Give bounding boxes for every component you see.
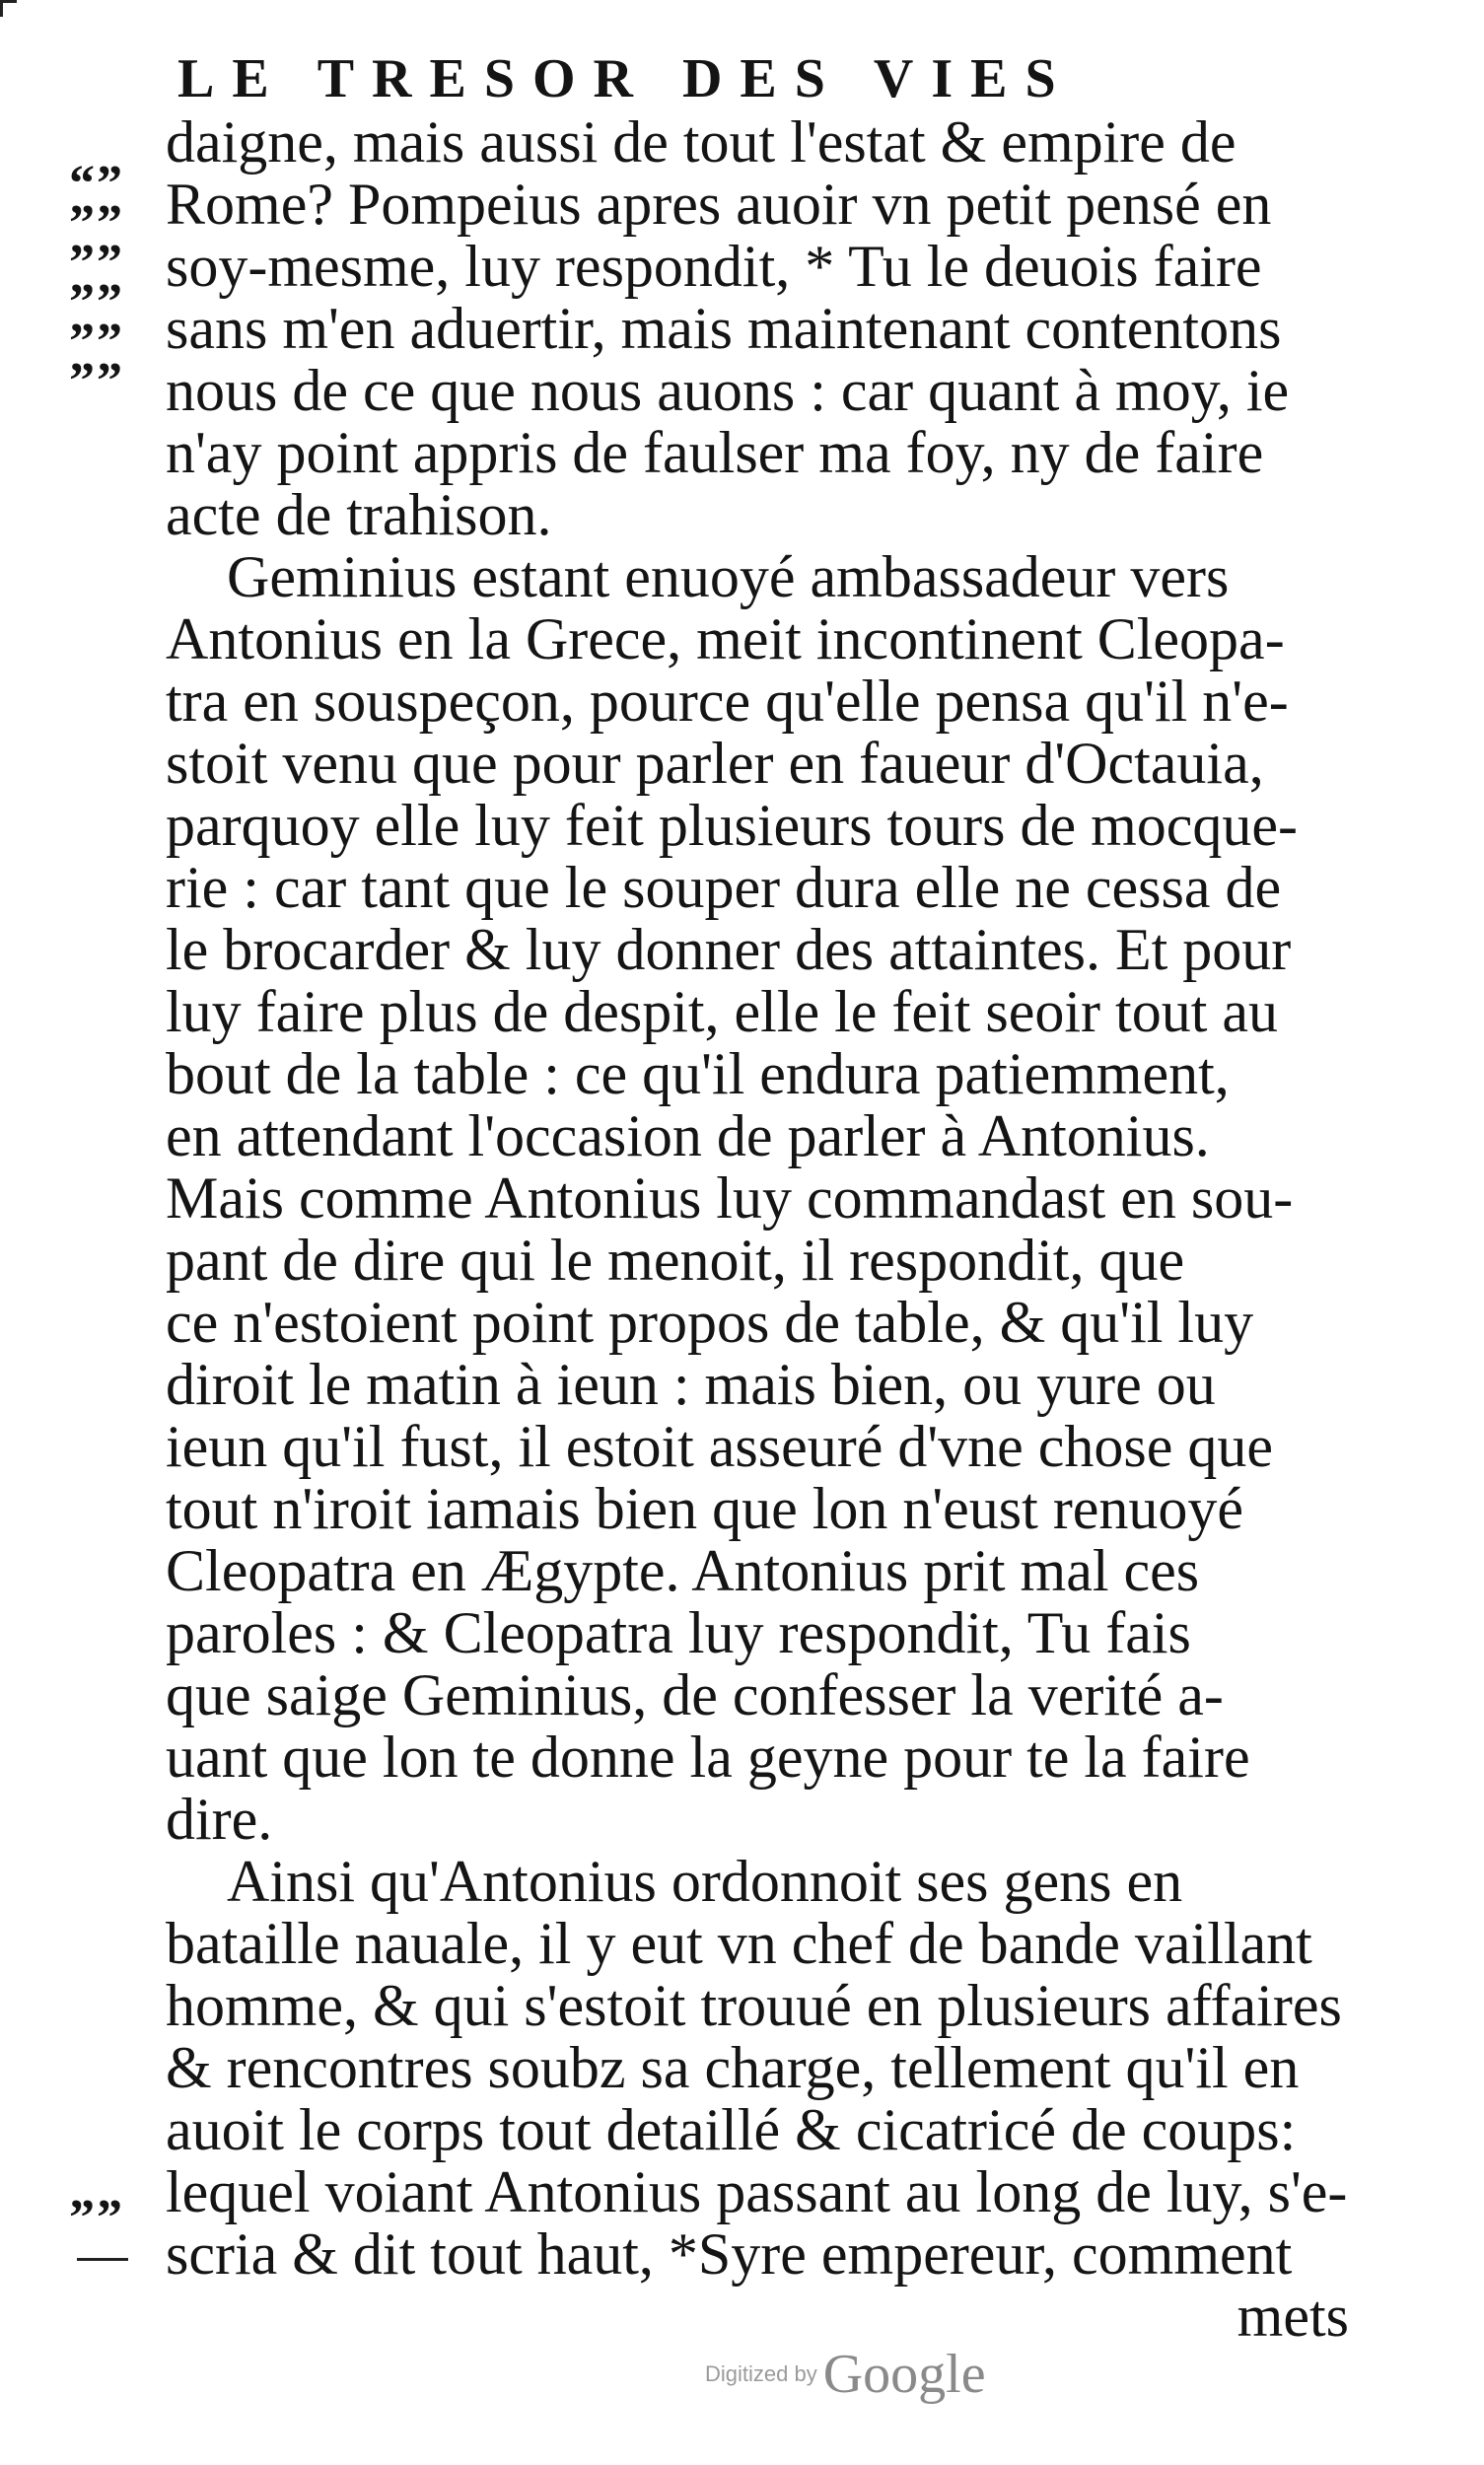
catchword: mets [1237,2284,1349,2349]
text-line: bout de la table : ce qu'il endura patiemment, [166,1041,1230,1106]
text-line: nous de ce que nous auons : car quant à moy, ie [166,358,1290,423]
text-line: uant que lon te donne la geyne pour te la faire [166,1725,1250,1790]
margin-quote-mark: ”” [69,314,124,370]
text-line: scria & dit tout haut, *Syre empereur, comment [166,2221,1293,2287]
paragraph-start-line: Geminius estant enuoyé ambassadeur vers [227,544,1230,609]
margin-quote-mark: ”” [69,353,124,409]
text-line: ce n'estoient point propos de table, & qu'il luy [166,1290,1254,1355]
text-line: Mais comme Antonius luy commandast en sou- [166,1165,1294,1231]
text-line: n'ay point appris de faulser ma foy, ny de faire [166,420,1264,485]
text-line: ieun qu'il fust, il estoit asseuré d'vne chose que [166,1414,1274,1479]
text-line: & rencontres soubz sa charge, tellement qu'il en [166,2035,1300,2100]
text-line: paroles : & Cleopatra luy respondit, Tu fais [166,1600,1191,1665]
text-line: en attendant l'occasion de parler à Antonius. [166,1103,1210,1168]
text-line: bataille nauale, il y eut vn chef de bande vaillant [166,1911,1312,1976]
margin-quote-mark: ”” [69,235,124,291]
margin-quote-mark: ”” [69,2190,124,2246]
text-line: acte de trahison. [166,482,552,547]
text-line: sans m'en aduertir, mais maintenant contentons [166,296,1282,361]
text-line: Antonius en la Grece, meit incontinent Cleopa- [166,606,1285,671]
text-line: dire. [166,1787,273,1852]
running-header: LE TRESOR DES VIES [177,48,1074,109]
text-line: parquoy elle luy feit plusieurs tours de mocque- [166,793,1299,858]
paragraph-start-line: Ainsi qu'Antonius ordonnoit ses gens en [227,1849,1183,1914]
margin-quote-mark: “” [69,156,124,212]
text-line: tra en souspeçon, pource qu'elle pensa qu'il n'e- [166,669,1289,734]
text-line: daigne, mais aussi de tout l'estat & empire de [166,109,1237,175]
text-line: Rome? Pompeius apres auoir vn petit pensé en [166,172,1272,237]
text-line: diroit le matin à ieun : mais bien, ou yure ou [166,1352,1216,1417]
google-logo: Google [822,2344,986,2405]
text-line: stoit venu que pour parler en faueur d'Octauia, [166,731,1264,796]
text-line: pant de dire qui le menoit, il respondit, que [166,1228,1185,1293]
text-line: Cleopatra en Ægypte. Antonius prit mal ces [166,1538,1200,1603]
text-line: lequel voiant Antonius passant au long de luy, s'e- [166,2159,1348,2224]
text-line: tout n'iroit iamais bien que lon n'eust renuoyé [166,1476,1244,1541]
text-line: luy faire plus de despit, elle le feit seoir tout au [166,979,1278,1044]
text-line: que saige Geminius, de confesser la verité a- [166,1662,1224,1727]
text-line: auoit le corps tout detaillé & cicatricé de coups: [166,2097,1297,2162]
text-line: le brocarder & luy donner des attaintes. Et pour [166,917,1292,982]
digitized-watermark [705,2335,1021,2414]
watermark-prefix: Digitized by [705,2361,817,2386]
margin-rule [77,2258,128,2261]
corner-mark [0,0,17,17]
text-line: rie : car tant que le souper dura elle ne cessa de [166,855,1282,920]
text-line: homme, & qui s'estoit trouué en plusieurs affaires [166,1973,1342,2038]
margin-quote-mark: ”” [69,274,124,330]
margin-quote-mark: ”” [69,195,124,251]
text-line: soy-mesme, luy respondit, * Tu le deuois faire [166,234,1262,299]
